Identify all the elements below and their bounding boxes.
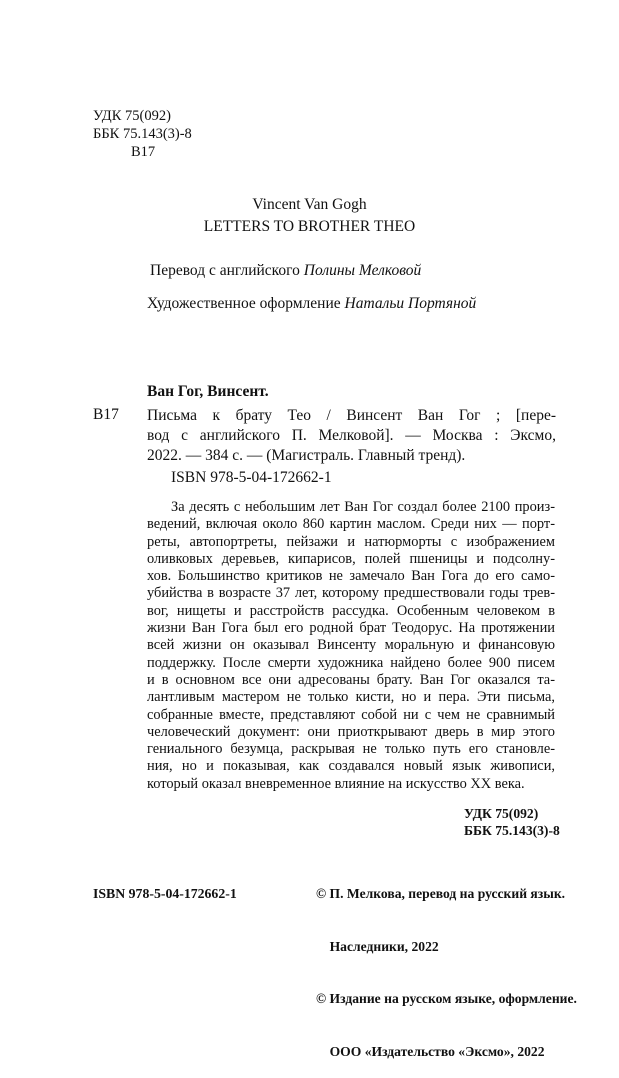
copyright-line: © П. Мелкова, перевод на русский язык. (316, 886, 566, 901)
annotation-line: и в основном все они адресованы брату. Ван Гог оказался та- (147, 671, 555, 688)
annotation-line: хов. Большинство критиков не замечало Ван Гога до его само- (147, 568, 555, 585)
footer-udk: УДК 75(092) (464, 806, 539, 821)
bbk-code: ББК 75.143(3)-8 (93, 126, 192, 142)
design-prefix: Художественное оформление (147, 295, 345, 312)
annotation-line: человеческий документ: они приоткрывают дверь в мир этого (147, 723, 555, 740)
copyright-line: Наследники, 2022 (316, 938, 439, 954)
annotation-line: всей жизни он оказывал Винсенту моральную и финансовую (147, 637, 555, 654)
annotation-line: жизни Ван Гога был его родной брат Теодорус. На протяжении (147, 620, 555, 637)
bib-isbn: ISBN 978-5-04-172662-1 (171, 469, 332, 486)
designer-name: Натальи Портяной (344, 295, 477, 312)
annotation-line: убийства в возрасте 37 лет, которому предшествовали годы трев- (147, 585, 555, 602)
annotation-line: оливковых деревьев, кипарисов, полей пшеницы и подсолну- (147, 550, 555, 567)
original-author: Vincent Van Gogh (252, 196, 367, 213)
design-credit (147, 295, 476, 313)
annotation-line: гениального безумца, раскрывая не только путь его становле- (147, 741, 555, 758)
annotation-line: ния, но и показывая, как создавался новый язык живописи, (147, 758, 555, 775)
copyright-block (316, 850, 577, 1078)
udk-code: УДК 75(092) (93, 108, 171, 124)
author-mark: В17 (131, 144, 156, 160)
bib-line: 2022. — 384 с. — (Магистраль. Главный тренд). (147, 447, 466, 464)
isbn-bottom: ISBN 978-5-04-172662-1 (93, 886, 237, 901)
annotation-line: который оказал вневременное влияние на искусство XX века. (147, 775, 525, 792)
bib-heading: Ван Гог, Винсент. (147, 383, 269, 400)
bib-mark: В17 (93, 406, 119, 423)
annotation-line: реты, автопортреты, пейзажи и натюрморты с изображением (147, 533, 555, 550)
annotation-line: собранные вместе, представляют собой ни с чем не сравнимый (147, 706, 555, 723)
annotation-line: ведений, включая около 860 картин маслом. Среди них — порт- (147, 516, 555, 533)
annotation-line: вог, нищеты и расстройств рассудка. Особенным человеком в (147, 602, 555, 619)
annotation-line: За десять с небольшим лет Ван Гог создал более 2100 произ- (171, 499, 555, 515)
copyright-line: ООО «Издательство «Эксмо», 2022 (316, 1043, 545, 1059)
bib-line: вод с английского П. Мелковой]. — Москва : Эксмо, (147, 427, 556, 444)
original-title: LETTERS TO BROTHER THEO (203, 218, 416, 235)
bib-line: Письма к брату Тео / Винсент Ван Гог ; [пере- (147, 407, 556, 424)
annotation-line: лантливым мастером не только кисти, но и пера. Эти письма, (147, 689, 555, 706)
copyright-line: © Издание на русском языке, оформление. (316, 991, 577, 1006)
translation-prefix: Перевод с английского (150, 262, 304, 279)
annotation-line: поддержку. После смерти художника найдено более 900 писем (147, 654, 555, 671)
bib-description (147, 406, 556, 466)
translator-name: Полины Мелковой (303, 262, 422, 279)
footer-bbk: ББК 75.143(3)-8 (464, 823, 560, 838)
translation-credit (150, 262, 421, 280)
annotation (147, 499, 555, 793)
